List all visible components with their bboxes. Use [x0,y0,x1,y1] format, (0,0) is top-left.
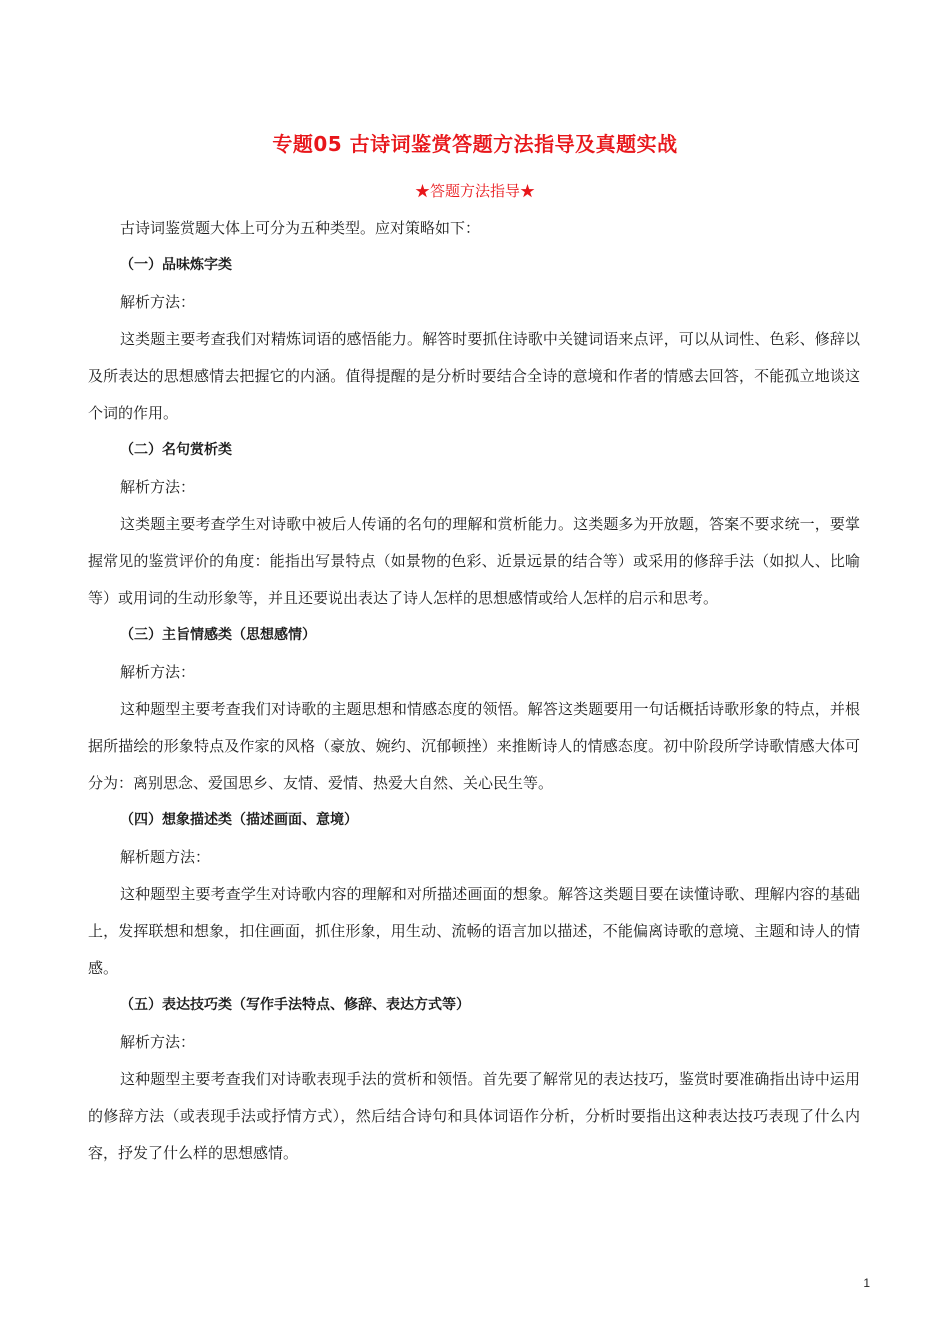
section-body: 这类题主要考查学生对诗歌中被后人传诵的名句的理解和赏析能力。这类题多为开放题，答案不要求统一，要掌握常见的鉴赏评价的角度：能指出写景特点（如景物的色彩、近景远景的结合等）或采用的修辞手法（如拟人、比喻等）或用词的生动形象等，并且还要说出表达了诗人怎样的思想感情或给人怎样的启示和思考。 [88,515,860,607]
document-body [88,210,860,1172]
section-5 [88,987,860,1172]
method-label: 解析方法： [120,663,196,681]
section-body: 这种题型主要考查我们对诗歌的主题思想和情感态度的领悟。解答这类题要用一句话概括诗歌形象的特点，并根据所描绘的形象特点及作家的风格（豪放、婉约、沉郁顿挫）来推断诗人的情感态度。初中阶段所学诗歌情感大体可分为：离别思念、爱国思乡、友情、爱情、热爱大自然、关心民生等。 [88,700,860,792]
section-body: 这种题型主要考查我们对诗歌表现手法的赏析和领悟。首先要了解常见的表达技巧，鉴赏时要准确指出诗中运用的修辞方法（或表现手法或抒情方式），然后结合诗句和具体词语作分析，分析时要指出这种表达技巧表现了什么内容，抒发了什么样的思想感情。 [88,1070,860,1162]
section-heading: （四）想象描述类（描述画面、意境） [120,812,358,828]
section-2 [88,432,860,617]
method-label: 解析方法： [120,478,196,496]
method-label: 解析题方法： [120,848,211,866]
intro-paragraph: 古诗词鉴赏题大体上可分为五种类型。应对策略如下： [120,219,481,237]
section-1 [88,247,860,432]
section-heading: （二）名句赏析类 [120,442,232,458]
method-label: 解析方法： [120,1033,196,1051]
section-heading: （三）主旨情感类（思想感情） [120,627,316,643]
document-title: 专题05 古诗词鉴赏答题方法指导及真题实战 [272,132,678,156]
method-label: 解析方法： [120,293,196,311]
section-body: 这类题主要考查我们对精炼词语的感悟能力。解答时要抓住诗歌中关键词语来点评，可以从词性、色彩、修辞以及所表达的思想感情去把握它的内涵。值得提醒的是分析时要结合全诗的意境和作者的情感去回答，不能孤立地谈这个词的作用。 [88,330,860,422]
section-heading: （五）表达技巧类（写作手法特点、修辞、表达方式等） [120,997,470,1013]
page-number: 1 [863,1276,870,1290]
section-body: 这种题型主要考查学生对诗歌内容的理解和对所描述画面的想象。解答这类题目要在读懂诗歌、理解内容的基础上，发挥联想和想象，扣住画面，抓住形象，用生动、流畅的语言加以描述，不能偏离诗歌的意境、主题和诗人的情感。 [88,885,860,977]
section-3 [88,617,860,802]
section-subtitle: ★答题方法指导★ [414,182,535,200]
section-heading: （一）品味炼字类 [120,257,232,273]
section-4 [88,802,860,987]
